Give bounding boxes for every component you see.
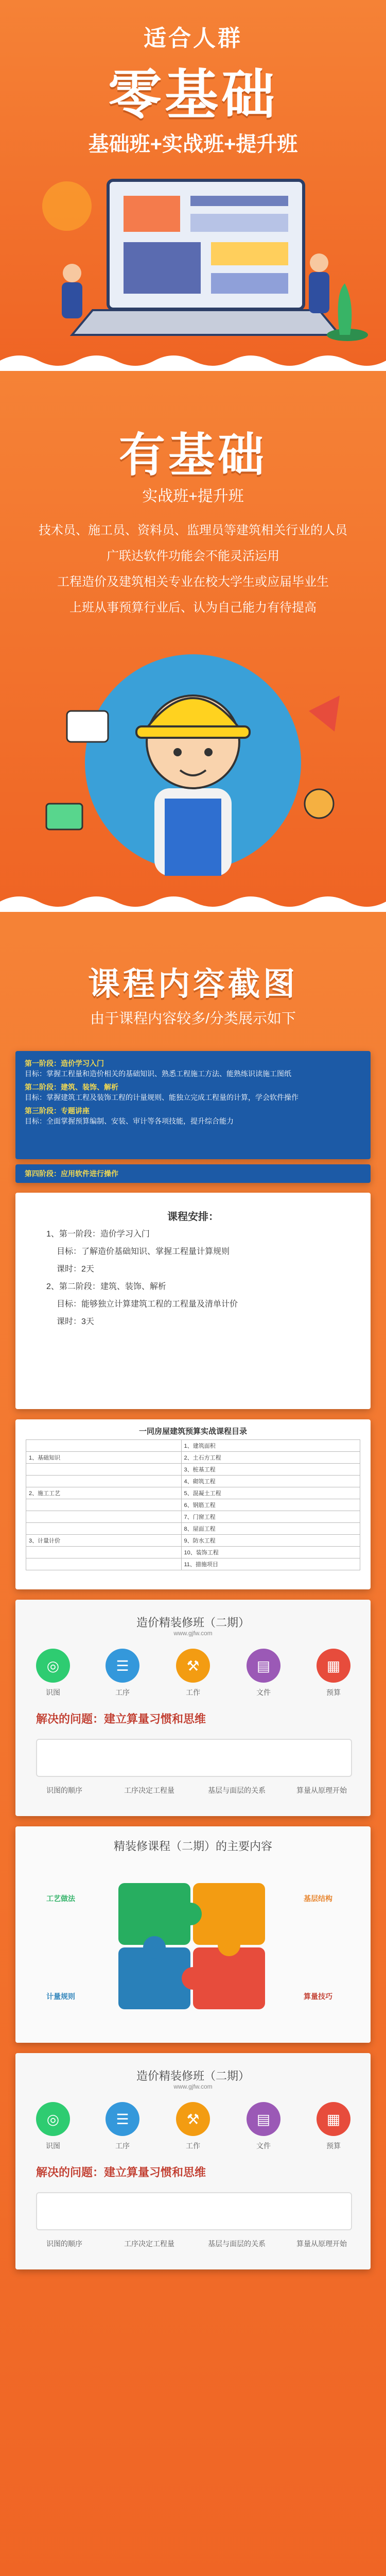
list-item: 广联达软件功能会不能灵活运用 <box>107 549 279 563</box>
table-row: 1、基础知识 2、土石方工程 <box>26 1452 360 1464</box>
stage-1-body: 目标：掌握工程量和造价相关的基础知识、熟悉工程施工方法、能熟练识读施工图纸 <box>25 1070 291 1078</box>
slide-3-title: 造价精装修班（二期） <box>136 2070 250 2082</box>
slide-1-url: www.gjfw.com <box>173 1630 213 1637</box>
section2-list <box>0 518 386 621</box>
icon-label: 文件 <box>256 1688 271 1697</box>
section3-title: 课程内容截图 <box>87 965 298 1003</box>
slide-1-problem: 解决的问题：建立算量习惯和思维 <box>36 1713 206 1725</box>
hero-section <box>0 0 386 371</box>
bottom-label: 识图的顺序 <box>46 2240 82 2248</box>
slide-2 <box>15 1826 371 2043</box>
calculator-icon: ▦ <box>317 1649 350 1683</box>
hero-title: 零基础 <box>108 63 278 126</box>
table-row: 6、钢筋工程 <box>26 1499 360 1511</box>
icon-label: 预算 <box>326 1688 341 1697</box>
section2-subtitle: 实战班+提升班 <box>142 488 244 505</box>
plan-line: 2、第二阶段：建筑、装饰、解析 <box>46 1282 166 1291</box>
plan-line: 1、第一阶段：造价学习入门 <box>46 1230 150 1239</box>
worker-icon: ⚒ <box>176 2102 210 2136</box>
stage-3-title: 第三阶段：专题讲座 <box>25 1107 90 1115</box>
toc-title: 一同房屋建筑预算实战课程目录 <box>138 1427 247 1436</box>
course-stage-card <box>15 1051 371 1159</box>
list-item: 技术员、施工员、资料员、监理员等建筑相关行业的人员 <box>39 523 347 537</box>
icon-label: 工作 <box>186 1688 200 1697</box>
section3-subtitle: 由于课程内容较多/分类展示如下 <box>90 1010 296 1026</box>
bottom-label: 算量从原理开始 <box>296 1786 347 1794</box>
stage-3-body: 目标：全面掌握预算编制、安装、审计等各项技能，提升综合能力 <box>25 1117 234 1125</box>
slide-2-title: 精装修课程（二期）的主要内容 <box>113 1840 272 1853</box>
icon-label: 识图 <box>46 2142 60 2150</box>
list-icon: ☰ <box>106 2102 139 2136</box>
stage-2-body: 目标：掌握建筑工程及装饰工程的计量规则、能独立完成工程量的计算，学会软件操作 <box>25 1093 299 1101</box>
puzzle-label: 算量技巧 <box>304 1992 332 2001</box>
puzzle-label: 计量规则 <box>46 1992 75 2001</box>
table-row: 4、砌筑工程 <box>26 1476 360 1487</box>
list-item: 工程造价及建筑相关专业在校大学生或应届毕业生 <box>57 575 329 589</box>
calculator-icon: ▦ <box>317 2102 350 2136</box>
puzzle-graphic <box>15 1862 371 2038</box>
toc-table <box>26 1439 360 1570</box>
course-screenshots-section <box>0 912 386 2576</box>
bottom-label: 算量从原理开始 <box>296 2240 347 2248</box>
wave-divider <box>0 350 386 371</box>
stage-2-title: 第二阶段：建筑、装饰、解析 <box>25 1083 118 1091</box>
icon-label: 工序 <box>115 1688 130 1697</box>
worker-icon: ⚒ <box>176 1649 210 1683</box>
bottom-label: 工序决定工程量 <box>124 2240 174 2248</box>
wave-divider <box>0 891 386 912</box>
hero-subtitle: 基础班+实战班+提升班 <box>88 133 298 156</box>
table-row: 3、计量计价 9、防水工程 <box>26 1535 360 1547</box>
bottom-label: 识图的顺序 <box>46 1786 82 1794</box>
puzzle-label: 工艺做法 <box>46 1894 75 1903</box>
slide-3-problem: 解决的问题：建立算量习惯和思维 <box>36 2166 206 2179</box>
table-row: 8、屋面工程 <box>26 1523 360 1535</box>
bottom-label: 基层与面层的关系 <box>208 1786 266 1794</box>
table-row: 2、施工工艺 5、混凝土工程 <box>26 1487 360 1499</box>
section2-title: 有基础 <box>119 428 267 482</box>
bottom-label: 基层与面层的关系 <box>208 2240 266 2248</box>
list-item: 上班从事预算行业后、认为自己能力有待提高 <box>69 601 317 615</box>
list-icon: ☰ <box>106 1649 139 1683</box>
table-row: 11、措施项目 <box>26 1558 360 1570</box>
course-toc-doc <box>15 1419 371 1589</box>
slide-1 <box>15 1600 371 1816</box>
slide-3-arrows <box>36 2192 352 2230</box>
laptop-illustration <box>0 165 386 371</box>
plan-line: 课时：3天 <box>57 1317 94 1326</box>
hero-kicker: 适合人群 <box>144 26 242 51</box>
icon-label: 工序 <box>115 2142 130 2150</box>
icon-label: 预算 <box>326 2142 341 2150</box>
glasses-icon: ◎ <box>36 1649 70 1683</box>
stage-4-title: 第四阶段：应用软件进行操作 <box>25 1170 118 1178</box>
slide-1-arrows <box>36 1739 352 1777</box>
icon-label: 识图 <box>46 1688 60 1697</box>
experienced-section <box>0 371 386 912</box>
slide-3-url: www.gjfw.com <box>173 2083 213 2090</box>
puzzle-label: 基层结构 <box>304 1894 332 1903</box>
icon-label: 文件 <box>256 2142 271 2150</box>
stage-1-title: 第一阶段：造价学习入门 <box>25 1059 104 1067</box>
bottom-label: 工序决定工程量 <box>124 1786 174 1794</box>
table-row: 1、建筑面积 <box>26 1440 360 1452</box>
icon-label: 工作 <box>186 2142 200 2150</box>
glasses-icon: ◎ <box>36 2102 70 2136</box>
slide-1-title: 造价精装修班（二期） <box>136 1616 250 1629</box>
slide-3 <box>15 2053 371 2269</box>
course-plan-doc <box>15 1193 371 1409</box>
document-icon: ▤ <box>247 2102 280 2136</box>
course-stage-footer <box>15 1164 371 1183</box>
table-row: 10、装饰工程 <box>26 1547 360 1558</box>
plan-line: 课时：2天 <box>57 1265 94 1274</box>
plan-line: 目标：能够独立计算建筑工程的工程量及清单计价 <box>57 1300 238 1309</box>
document-icon: ▤ <box>247 1649 280 1683</box>
table-row: 3、桩基工程 <box>26 1464 360 1476</box>
plan-title: 课程安排： <box>167 1211 219 1223</box>
table-row: 7、门窗工程 <box>26 1511 360 1523</box>
worker-illustration <box>0 634 386 902</box>
plan-line: 目标：了解造价基础知识、掌握工程量计算规则 <box>57 1247 230 1256</box>
